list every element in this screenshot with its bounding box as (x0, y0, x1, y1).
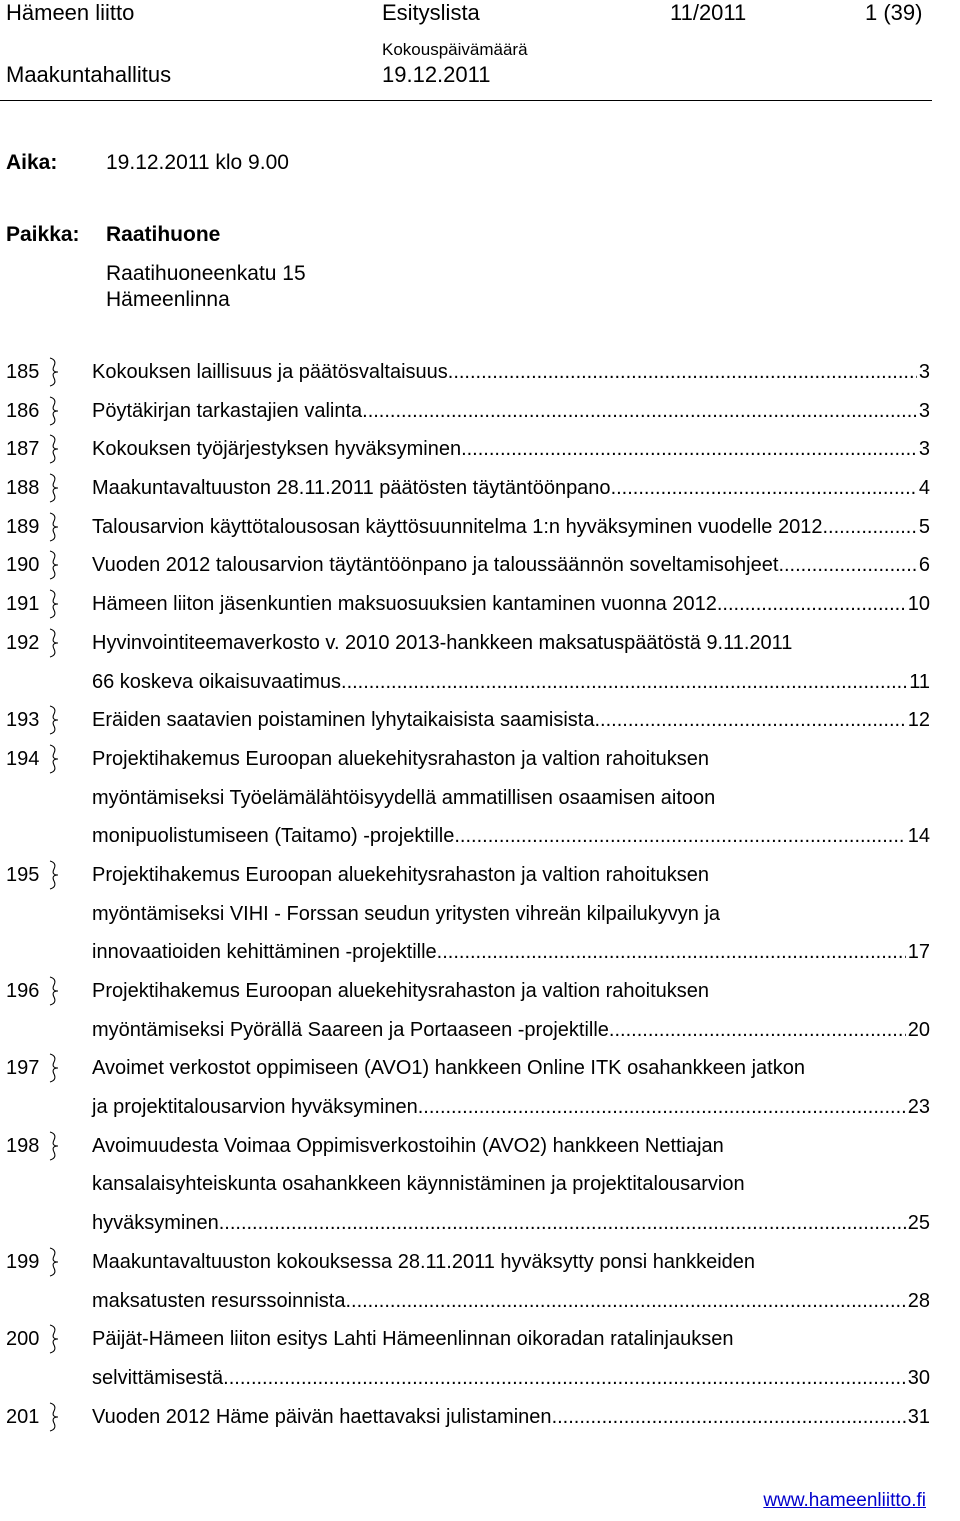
dot-leader (345, 1281, 905, 1321)
section-mark-icon (48, 705, 60, 733)
agenda-item-number: 194 (6, 747, 40, 770)
agenda-item-number: 200 (6, 1328, 40, 1351)
dot-leader (461, 429, 917, 469)
agenda-item-title: hyväksyminen (92, 1212, 219, 1235)
section-mark-icon (48, 1131, 60, 1159)
agenda-item-title: Avoimuudesta Voimaa Oppimisverkostoihin (AVO2) hankkeen Nettiajan (92, 1134, 724, 1157)
section-mark-icon (48, 628, 60, 656)
agenda-item-title: Projektihakemus Euroopan aluekehitysrahaston ja valtion rahoituksen (92, 747, 710, 770)
agenda-item-number: 198 (6, 1134, 40, 1157)
header-divider (0, 100, 932, 101)
place-street: Raatihuoneenkatu 15 (106, 262, 306, 285)
agenda-item[interactable] (0, 507, 930, 546)
agenda-item[interactable] (0, 1397, 930, 1436)
agenda-item-page: 4 (918, 477, 930, 500)
agenda-item-number: 193 (6, 709, 40, 732)
agenda-item-page: 3 (918, 399, 930, 422)
agenda-item-title: myöntämiseksi Työelämälähtöisyydellä ammatillisen osaamisen aitoon (92, 786, 716, 809)
agenda-item[interactable] (0, 468, 930, 507)
organization-name: Hämeen liitto (6, 0, 135, 25)
dot-leader (448, 352, 917, 392)
agenda-item-number: 191 (6, 593, 40, 616)
section-mark-icon (48, 1324, 60, 1352)
agenda-item-page: 23 (907, 1096, 930, 1119)
section-mark-icon (48, 1053, 60, 1081)
dot-leader (717, 584, 906, 624)
agenda-item-title: Avoimet verkostot oppimiseen (AVO1) hankkeen Online ITK osahankkeen jatkon (92, 1057, 805, 1080)
section-mark-icon (48, 1402, 60, 1430)
agenda-list (0, 352, 930, 1435)
agenda-item-title: Maakuntavaltuuston kokouksessa 28.11.2011 hyväksytty ponsi hankkeiden (92, 1250, 756, 1273)
agenda-item[interactable] (0, 739, 930, 855)
section-mark-icon (48, 860, 60, 888)
agenda-item-number: 190 (6, 554, 40, 577)
agenda-item[interactable] (0, 700, 930, 739)
dot-leader (223, 1358, 906, 1398)
place-label: Paikka: (6, 223, 80, 246)
agenda-item-title: Projektihakemus Euroopan aluekehitysrahaston ja valtion rahoituksen (92, 980, 710, 1002)
agenda-item-number: 201 (6, 1405, 40, 1428)
agenda-item-title: Vuoden 2012 Häme päivän haettavaksi julistaminen (92, 1405, 552, 1428)
section-mark-icon (48, 744, 60, 772)
agenda-item[interactable] (0, 429, 930, 468)
agenda-item-title: ja projektitalousarvion hyväksyminen (92, 1096, 418, 1119)
section-mark-icon (48, 434, 60, 462)
agenda-item-title: Hämeen liiton jäsenkuntien maksuosuuksien kantaminen vuonna 2012 (92, 593, 717, 616)
agenda-item-page: 20 (907, 1018, 930, 1041)
agenda-item-number: 188 (6, 477, 40, 500)
dot-leader (822, 507, 916, 547)
agenda-item-title: myöntämiseksi VIHI - Forssan seudun yritysten vihreän kilpailukyvyn ja (92, 902, 721, 925)
section-mark-icon (48, 512, 60, 540)
agenda-item-page: 10 (907, 593, 930, 616)
website-link[interactable]: www.hameenliitto.fi (763, 1490, 926, 1511)
agenda-item-page: 28 (907, 1289, 930, 1312)
section-mark-icon (48, 976, 60, 1004)
agenda-item-title: Vuoden 2012 talousarvion täytäntöönpano ja taloussäännön soveltamisohjeet (92, 554, 779, 577)
agenda-item-number: 199 (6, 1250, 40, 1273)
agenda-item-page: 11 (909, 670, 930, 693)
agenda-item[interactable] (0, 1126, 930, 1242)
agenda-item-page: 6 (918, 554, 930, 577)
agenda-item-page: 14 (907, 825, 930, 848)
agenda-item-title: myöntämiseksi Pyörällä Saareen ja Portaaseen -projektille (92, 1018, 609, 1041)
agenda-item-number: 185 (6, 361, 40, 383)
agenda-item-page: 3 (918, 438, 930, 461)
place-city: Hämeenlinna (106, 288, 230, 311)
document-number: 11/2011 (670, 0, 747, 25)
dot-leader (609, 1010, 906, 1050)
section-mark-icon (48, 473, 60, 501)
agenda-item-number: 196 (6, 980, 40, 1002)
dot-leader (362, 391, 917, 431)
agenda-item-title: innovaatioiden kehittäminen -projektille (92, 941, 437, 964)
agenda-item-page: 31 (907, 1405, 930, 1428)
document-type: Esityslista (382, 0, 480, 25)
meeting-date: 19.12.2011 (382, 62, 491, 87)
agenda-item[interactable] (0, 1242, 930, 1319)
place-name: Raatihuone (106, 223, 221, 246)
agenda-item-number: 186 (6, 399, 40, 422)
section-mark-icon (48, 589, 60, 617)
agenda-item-title: monipuolistumiseen (Taitamo) -projektille (92, 825, 455, 848)
section-mark-icon (48, 1247, 60, 1275)
agenda-item-page: 25 (907, 1212, 930, 1235)
section-mark-icon (48, 357, 60, 385)
dot-leader (437, 932, 906, 972)
agenda-item-number: 192 (6, 631, 40, 654)
agenda-item-title: kansalaisyhteiskunta osahankkeen käynnistäminen ja projektitalousarvion (92, 1173, 745, 1196)
time-label: Aika: (6, 151, 58, 174)
agenda-item-title: 66 koskeva oikaisuvaatimus (92, 670, 342, 693)
dot-leader (594, 700, 905, 740)
dot-leader (552, 1397, 906, 1437)
agenda-item[interactable] (0, 1048, 930, 1125)
dot-leader (341, 662, 907, 702)
agenda-item-title: Päijät-Hämeen liiton esitys Lahti Hämeenlinnan oikoradan ratalinjauksen (92, 1328, 734, 1351)
meeting-date-label: Kokouspäivämäärä (382, 40, 528, 59)
agenda-item[interactable] (0, 971, 930, 1048)
time-value: 19.12.2011 klo 9.00 (106, 151, 289, 174)
dot-leader (778, 545, 916, 585)
agenda-item[interactable] (0, 391, 930, 430)
agenda-item[interactable] (0, 623, 930, 700)
agenda-item-page: 12 (907, 709, 930, 732)
agenda-item[interactable] (0, 855, 930, 971)
dot-leader (219, 1203, 906, 1243)
agenda-item[interactable] (0, 545, 930, 584)
dot-leader (611, 468, 917, 508)
agenda-item-title: Pöytäkirjan tarkastajien valinta (92, 399, 363, 422)
agenda-item-title: Maakuntavaltuuston 28.11.2011 päätösten täytäntöönpano (92, 477, 611, 500)
section-mark-icon (48, 396, 60, 424)
agenda-item-page: 3 (918, 361, 930, 383)
agenda-item-page: 17 (907, 941, 930, 964)
dot-leader (454, 816, 905, 856)
agenda-item-number: 195 (6, 863, 40, 886)
agenda-item-page: 30 (907, 1366, 930, 1389)
agenda-item[interactable] (0, 584, 930, 623)
agenda-item-page: 5 (918, 515, 930, 538)
agenda-item-title: Hyvinvointiteemaverkosto v. 2010 2013-hankkeen maksatuspäätöstä 9.11.2011 (92, 631, 793, 654)
agenda-item-title: maksatusten resurssoinnista (92, 1289, 346, 1312)
agenda-item-title: Kokouksen laillisuus ja päätösvaltaisuus (92, 361, 448, 383)
agenda-item[interactable] (0, 1319, 930, 1396)
agenda-item-number: 189 (6, 515, 40, 538)
agenda-item-title: selvittämisestä (92, 1366, 224, 1389)
agenda-item[interactable] (0, 352, 930, 391)
agenda-item-title: Kokouksen työjärjestyksen hyväksyminen (92, 438, 462, 461)
agenda-item-title: Talousarvion käyttötalousosan käyttösuunnitelma 1:n hyväksyminen vuodelle 2012 (92, 515, 823, 538)
governing-body: Maakuntahallitus (6, 62, 172, 87)
agenda-item-number: 187 (6, 438, 40, 461)
page-indicator: 1 (39) (865, 0, 923, 25)
section-mark-icon (48, 550, 60, 578)
agenda-item-number: 197 (6, 1057, 40, 1080)
dot-leader (418, 1087, 906, 1127)
agenda-item-title: Projektihakemus Euroopan aluekehitysrahaston ja valtion rahoituksen (92, 863, 710, 886)
agenda-item-title: Eräiden saatavien poistaminen lyhytaikaisista saamisista (92, 709, 595, 732)
